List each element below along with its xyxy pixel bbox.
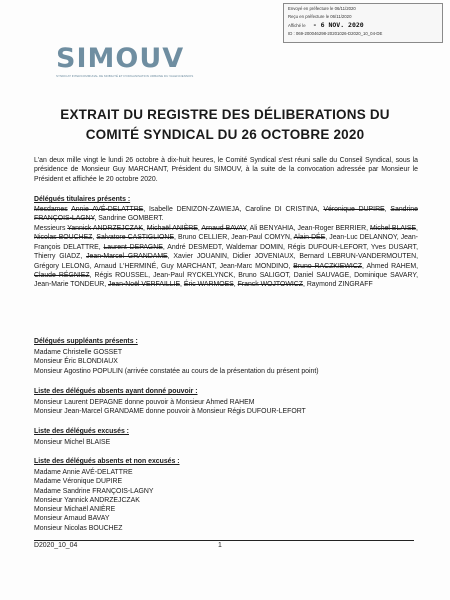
struck-name: Claude RÉGNIEZ: [34, 272, 90, 280]
logo-subtitle: SYNDICAT INTERCOMMUNAL DE MOBILITÉ ET D'ORGANISATION URBAINE DU VALENCIENNOIS: [56, 74, 194, 78]
struck-name: Annie AVÉ-DELATTRE: [71, 206, 144, 213]
stamp-sent-line: Envoyé en préfecture le 06/11/2020: [288, 6, 356, 11]
text-segment: , Xavier JOUANIN, Didier JOVENIAUX, Bernard LEBRUN-VANDERMOUTEN, Grégory LELONG, Arnaud L'HERMINÉ, Guy MARCHANT, Jean-Marc MONDINO,: [34, 253, 418, 270]
stamp-posted-line: [288, 21, 438, 30]
list-item: Monsieur Michel BLAISE: [34, 439, 111, 446]
non-excuses-list: [34, 468, 153, 533]
struck-name: Alain DÉE: [293, 234, 326, 242]
text-segment: ,: [416, 225, 418, 232]
list-item: Monsieur Éric BLONDIAUX: [34, 358, 118, 366]
footer-divider: [34, 540, 414, 541]
stamp-id-line: ID : 069-200046298-20201026-D2020_10_04-DE: [288, 31, 383, 36]
text-segment: ,: [197, 225, 202, 232]
text-segment: ,: [143, 225, 147, 232]
document-title-line1: EXTRAIT DU REGISTRE DES DÉLIBERATIONS DU: [60, 107, 390, 122]
list-item: Monsieur Jean-Marcel GRANDAME donne pouvoir à Monsieur Régis DUFOUR-LEFORT: [34, 408, 306, 416]
text-segment: , Isabelle DENIZON-ZAWIEJA, Caroline DI CRISTINA,: [143, 206, 324, 213]
titulaires-mesdames: [34, 205, 418, 224]
excuses-list: [34, 438, 110, 447]
struck-name: Michaël ANIÈRE: [146, 225, 198, 232]
struck-name: Mesdames: [34, 206, 68, 213]
text-segment: ,: [180, 281, 184, 289]
excuses-heading: Liste des délégués excusés :: [34, 428, 129, 435]
list-item: Monsieur Michaël ANIÈRE: [34, 506, 116, 514]
titulaires-heading: Délégués titulaires présents :: [34, 196, 131, 203]
struck-name: Véronique DUPIRE: [323, 206, 385, 213]
text-segment: ,: [92, 234, 97, 242]
list-item: Madame Annie AVÉ-DELATTRE: [34, 469, 133, 476]
list-item: Monsieur Laurent DEPAGNE donne pouvoir à Monsieur Ahmed RAHEM: [34, 399, 255, 406]
pouvoirs-heading: Liste des délégués absents ayant donné pouvoir :: [34, 388, 198, 395]
text-segment: , Ali BENYAHIA, Jean-Roger BERRIER,: [246, 225, 371, 232]
list-item: Madame Christelle GOSSET: [34, 349, 123, 356]
text-segment: , Raymond ZINGRAFF: [302, 281, 373, 289]
text-segment: , Régis ROUSSEL, Jean-Paul RYCKELYNCK, Bruno SALIGOT, Daniel SAUVAGE, Dominique SAVARY, Jean-Marie TONDEUR,: [34, 272, 418, 289]
struck-name: Michel BLAISE: [370, 225, 417, 232]
page-number: 1: [218, 542, 222, 549]
simouv-logo: [56, 43, 194, 78]
struck-name: Yannick ANDRZEJCZAK: [67, 225, 143, 232]
struck-name: Jean-Noël VERFAILLIE: [108, 281, 181, 289]
prefecture-stamp: [283, 3, 443, 43]
document-title-line2: COMITÉ SYNDICAL DU 26 OCTOBRE 2020: [85, 127, 365, 142]
struck-name: Nicolas BOUCHEZ: [34, 234, 93, 242]
list-item: Madame Véronique DUPIRE: [34, 478, 123, 486]
list-item: Monsieur Yannick ANDRZEJCZAK: [34, 496, 140, 504]
list-item: Monsieur Nicolas BOUCHEZ: [34, 524, 123, 532]
non-excuses-heading: Liste des délégués absents et non excusés :: [34, 458, 180, 465]
struck-name: Bruno RACZKIEWICZ: [293, 262, 363, 270]
suppleants-heading: Délégués suppléants présents :: [34, 338, 138, 345]
struck-name: Éric WARMOES: [183, 281, 234, 289]
suppleants-list: [34, 348, 319, 376]
struck-name: Arnaud BAVAY: [201, 225, 247, 232]
text-segment: , Bruno CELLIER, Jean-Paul COMYN,: [173, 234, 294, 242]
struck-name: Sandrine FRANÇOIS-LAGNY: [34, 206, 418, 223]
titulaires-messieurs: [34, 224, 418, 290]
struck-name: Jean-Marcel GRANDAME: [86, 253, 168, 261]
list-item: Monsieur Arnaud BAVAY: [34, 515, 110, 523]
list-item: Madame Sandrine FRANÇOIS-LAGNY: [34, 487, 154, 495]
text-segment: ,: [384, 206, 391, 213]
text-segment: , Sandrine GOMBERT.: [94, 215, 164, 223]
list-item: Monsieur Agostino POPULIN (arrivée constatée au cours de la présentation du présent point): [34, 367, 319, 375]
text-segment: Messieurs: [34, 225, 68, 232]
logo-text: SIMOUV: [56, 43, 185, 74]
struck-name: Franck WOJTOWICZ: [237, 281, 303, 289]
struck-name: Laurent DEPAGNE: [103, 243, 163, 251]
intro-paragraph: L'an deux mille vingt le lundi 26 octobre à dix-huit heures, le Comité Syndical s'est réuni salle du Conseil Syndical, sous la présidence de Monsieur Guy MARCHANT, Président du SIMOUV, à la suite de la convocation adressée par Monsieur le Président et affichée le 20 octobre 2020.: [34, 157, 418, 183]
struck-name: Salvatore CASTIGLIONE: [96, 234, 174, 242]
stamp-posted-label: Affiché le: [288, 23, 306, 28]
footer-reference: D2020_10_04: [34, 542, 78, 549]
text-segment: , Jean-Luc DELANNOY, Jean-François DELATTRE,: [34, 234, 418, 251]
pouvoirs-list: [34, 398, 306, 417]
stamp-received-line: Reçu en préfecture le 06/11/2020: [288, 14, 352, 19]
text-segment: , André DESMEDT, Waldemar DOMIN, Régis DUFOUR-LEFORT, Yves DUSART, Thierry GIADZ,: [34, 243, 419, 261]
text-segment: , Ahmed RAHEM,: [362, 262, 418, 270]
stamp-posted-date: - 6 NOV. 2020: [312, 21, 364, 29]
text-segment: ,: [233, 281, 238, 289]
